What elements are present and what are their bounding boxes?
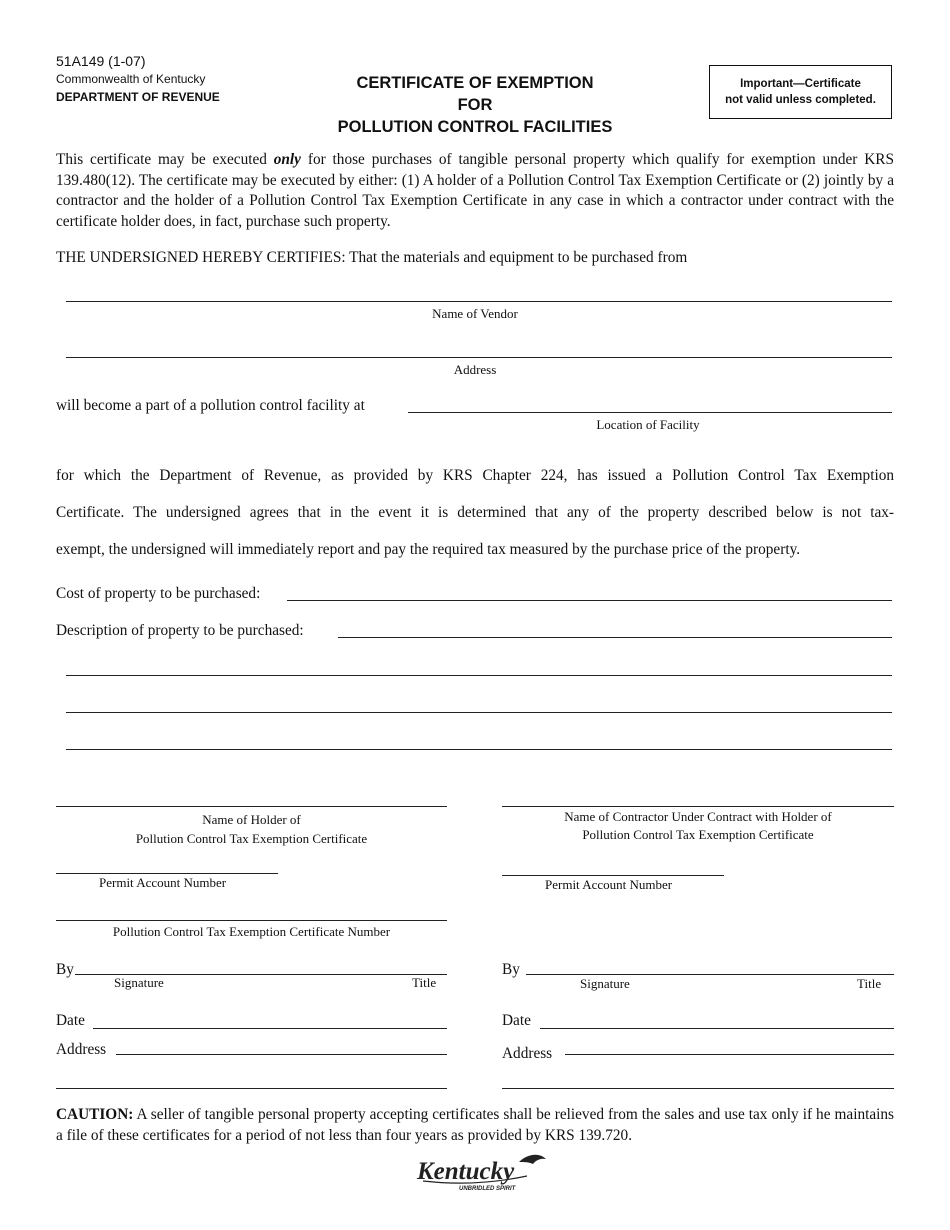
contractor-title-caption: Title [857,976,882,991]
holder-caption-line-1: Name of Holder of [202,812,301,827]
holder-permit-line[interactable] [56,873,278,874]
title-line-3: POLLUTION CONTROL FACILITIES [337,118,613,136]
holder-date-label: Date [56,1012,85,1029]
horse-head-icon [519,1155,546,1164]
contractor-address-line-2[interactable] [502,1088,894,1089]
description-label: Description of property to be purchased: [56,622,304,639]
page-title [300,72,650,138]
intro-paragraph [56,150,894,232]
intro-emphasis: only [273,151,301,168]
address-caption: Address [453,362,497,377]
holder-caption-line-2: Pollution Control Tax Exemption Certificate [135,831,368,846]
holder-permit-caption: Permit Account Number [99,875,227,890]
cost-label: Cost of property to be purchased: [56,585,261,602]
contractor-date-label: Date [502,1012,531,1029]
contractor-signature-line[interactable] [526,974,894,975]
agreement-line-2: Certificate. The undersigned agrees that in the event it is determined that any of the property described below is not tax- [56,504,894,521]
description-line-4[interactable] [66,749,892,750]
department-label: DEPARTMENT OF REVENUE [56,90,220,104]
intro-text-before: This certificate may be executed [56,151,274,168]
holder-cert-number-line[interactable] [56,920,447,921]
contractor-name-caption [502,808,894,844]
vendor-name-line[interactable] [66,301,892,302]
holder-date-line[interactable] [93,1028,447,1029]
holder-title-caption: Title [412,975,437,990]
holder-address-label: Address [56,1041,107,1058]
description-line-3[interactable] [66,712,892,713]
agreement-line-1: for which the Department of Revenue, as provided by KRS Chapter 224, has issued a Pollution Control Tax Exemption [56,467,894,484]
logo-word: Kentucky [417,1158,515,1185]
vendor-caption: Name of Vendor [432,306,518,321]
kentucky-logo-graphic [415,1150,550,1192]
holder-by-label: By [56,961,74,978]
contractor-name-line[interactable] [502,806,894,807]
certifies-statement: THE UNDERSIGNED HEREBY CERTIFIES: That the materials and equipment to be purchased from [56,249,688,266]
kentucky-logo [415,1150,550,1192]
title-line-1: CERTIFICATE OF EXEMPTION [356,74,594,92]
agreement-line-3: exempt, the undersigned will immediately report and pay the required tax measured by the purchase price of the property. [56,541,801,558]
commonwealth-label: Commonwealth of Kentucky [56,72,206,86]
contractor-caption-line-1: Name of Contractor Under Contract with Holder of [564,809,832,824]
caution-label: CAUTION: [56,1106,134,1123]
important-line-2: not valid unless completed. [725,94,876,106]
description-input-line[interactable] [338,637,892,638]
cost-input-line[interactable] [287,600,892,601]
important-notice-box [709,65,892,119]
contractor-caption-line-2: Pollution Control Tax Exemption Certificate [582,827,814,842]
holder-signature-caption: Signature [114,975,164,990]
contractor-address-line[interactable] [565,1054,894,1055]
contractor-address-label: Address [502,1045,553,1062]
contractor-permit-line[interactable] [502,875,724,876]
facility-caption: Location of Facility [596,417,700,432]
facility-location-line[interactable] [408,412,892,413]
holder-cert-number-caption: Pollution Control Tax Exemption Certificate Number [112,924,391,939]
contractor-by-label: By [502,961,520,978]
title-line-2: FOR [457,96,493,114]
holder-address-line[interactable] [116,1054,447,1055]
important-line-1: Important—Certificate [740,78,861,90]
form-number: 51A149 (1-07) [56,53,146,69]
contractor-signature-caption: Signature [580,976,630,991]
caution-paragraph [56,1105,894,1146]
holder-name-line[interactable] [56,806,447,807]
vendor-address-line[interactable] [66,357,892,358]
contractor-permit-caption: Permit Account Number [545,877,673,892]
holder-name-caption [56,810,447,848]
contractor-date-line[interactable] [540,1028,894,1029]
logo-tagline: UNBRIDLED SPIRIT [459,1186,516,1192]
holder-address-line-2[interactable] [56,1088,447,1089]
description-line-2[interactable] [66,675,892,676]
intro-text-after: for those purchases of tangible personal property which qualify for exemption under KRS 139.480(12). The certificate may be executed by either: (1) A holder of a Pollution Control Tax Exemption Certificate or (2) jointly by a contractor and the holder of a Pollution Control Tax Exemption Certificate in any case in which a contractor under contract with the certificate holder does, in fact, purchase such property. [56,151,894,230]
caution-text: A seller of tangible personal property accepting certificates shall be relieved from the sales and use tax only if he maintains a file of these certificates for a period of not less than four years as provided by KRS 139.720. [56,1106,894,1144]
facility-prefix: will become a part of a pollution control facility at [56,397,365,414]
